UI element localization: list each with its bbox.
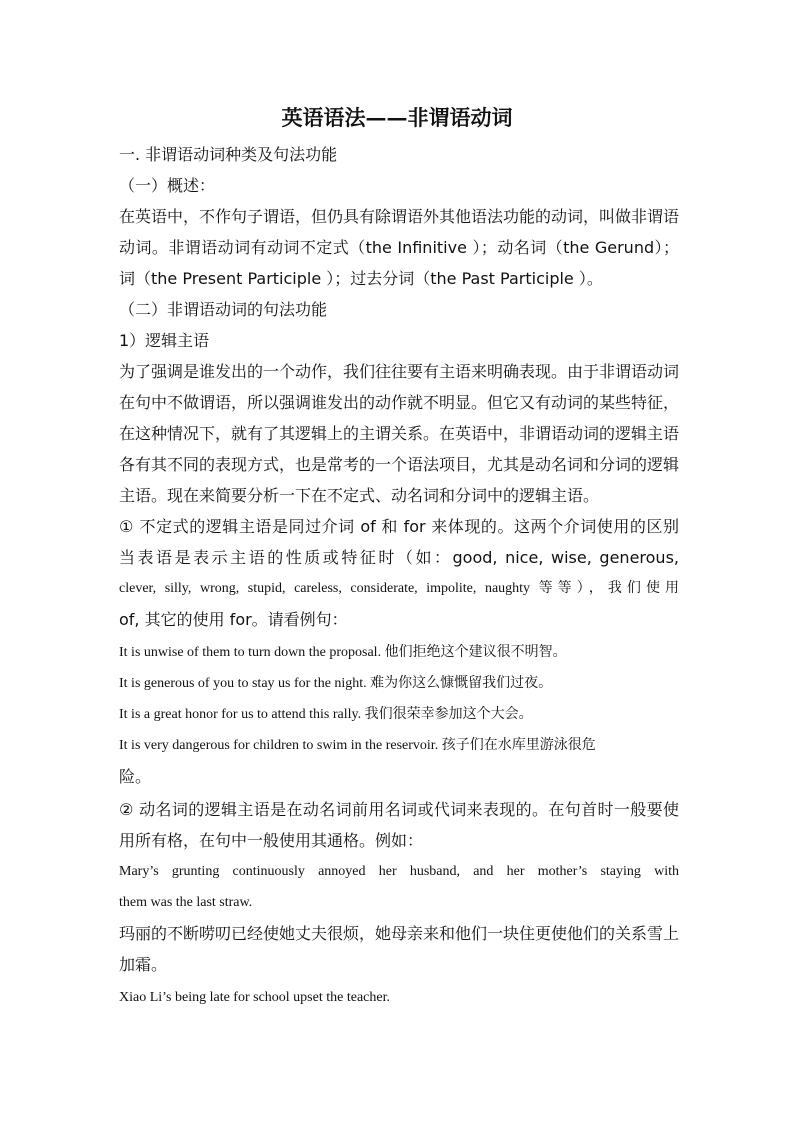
paragraph-line: 主语。现在来简要分析一下在不定式、动名词和分词中的逻辑主语。 — [119, 486, 600, 505]
point-heading-logical-subject: 1）逻辑主语 — [119, 331, 210, 350]
section-heading-1: 一. 非谓语动词种类及句法功能 — [119, 145, 338, 164]
numbered-point-1: ① 不定式的逻辑主语是同过介词 of 和 for 来体现的。这两个介词使用的区别 — [119, 517, 679, 536]
document-title: 英语语法——非谓语动词 — [281, 105, 513, 130]
paragraph-line: 用所有格，在句中一般使用其通格。例如： — [119, 831, 424, 850]
paragraph-line: 各有其不同的表现方式，也是常考的一个语法项目，尤其是动名词和分词的逻辑 — [119, 455, 679, 474]
example-sentence-continuation: them was the last straw. — [119, 895, 253, 910]
paragraph-line: 在这种情况下，就有了其逻辑上的主谓关系。在英语中，非谓语动词的逻辑主语 — [119, 424, 679, 443]
paragraph-line: 当表语是表示主语的性质或特征时（如：good, nice, wise, generous, — [119, 548, 679, 567]
example-sentence: It is very dangerous for children to swim in the reservoir. 孩子们在水库里游泳很危 — [119, 738, 596, 753]
paragraph-line: 词（the Present Participle ）；过去分词（the Past Participle ）。 — [119, 269, 603, 288]
paragraph-line: 在英语中，不作句子谓语，但仍具有除谓语外其他语法功能的动词，叫做非谓语 — [119, 207, 679, 226]
paragraph-line: clever, silly, wrong, stupid, careless, considerate, impolite, naughty 等等），我们使用 — [119, 581, 679, 596]
example-sentence: It is a great honor for us to attend this rally. 我们很荣幸参加这个大会。 — [119, 707, 533, 722]
paragraph-line: 为了强调是谁发出的一个动作，我们往往要有主语来明确表现。由于非谓语动词 — [119, 362, 679, 381]
translation-line: 加霜。 — [119, 955, 168, 974]
example-sentence: It is generous of you to stay us for the night. 难为你这么慷慨留我们过夜。 — [119, 676, 553, 691]
paragraph-line: of, 其它的使用 for。请看例句： — [119, 610, 348, 629]
numbered-point-2: ② 动名词的逻辑主语是在动名词前用名词或代词来表现的。在句首时一般要使 — [119, 800, 679, 819]
example-sentence-continuation: 险。 — [119, 767, 152, 786]
example-sentence: Mary’s grunting continuously annoyed her husband, and her mother’s staying with — [119, 864, 679, 879]
example-sentence: It is unwise of them to turn down the proposal. 他们拒绝这个建议很不明智。 — [119, 645, 567, 660]
translation-line: 玛丽的不断唠叨已经使她丈夫很烦，她母亲来和他们一块住更使他们的关系雪上 — [119, 924, 679, 943]
example-sentence: Xiao Li’s being late for school upset the teacher. — [119, 990, 390, 1005]
paragraph-line: 动词。非谓语动词有动词不定式（the Infinitive ）；动名词（the Gerund）； — [119, 238, 679, 257]
subsection-syntax-function: （二）非谓语动词的句法功能 — [119, 300, 328, 319]
subsection-overview: （一）概述： — [119, 176, 216, 195]
paragraph-line: 在句中不做谓语，所以强调谁发出的动作就不明显。但它又有动词的某些特征， — [119, 393, 679, 412]
